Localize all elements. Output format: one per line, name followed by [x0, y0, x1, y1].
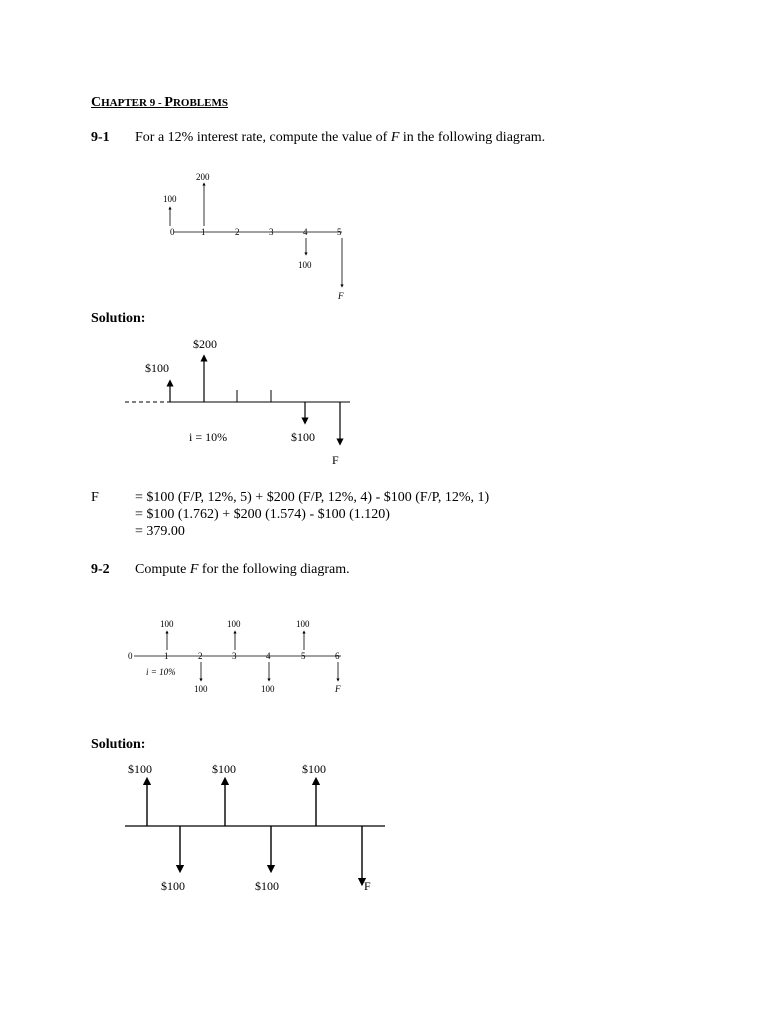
solution-down-label: $100: [255, 879, 279, 893]
solution-9-2-label: Solution:: [91, 737, 146, 752]
problem-9-1-number: 9-1: [91, 130, 110, 145]
solution-up-label: $100: [212, 762, 236, 776]
cashflow-up-label: 100: [227, 619, 241, 629]
cashflow-down-label: 100: [261, 684, 275, 694]
tick-0: 0: [170, 227, 175, 237]
solution-rate-label: i = 10%: [189, 430, 228, 444]
solution-down-100-label: $100: [291, 430, 315, 444]
chapter-title-roblems: ROBLEMS: [172, 97, 228, 109]
chapter-title-initial: C: [91, 95, 102, 110]
problem-9-1-text-after: in the following diagram.: [399, 130, 546, 145]
cashflow-down-label: 100: [194, 684, 208, 694]
problem-9-1-text-before: For a 12% interest rate, compute the value of: [135, 130, 391, 145]
interest-rate-label: i = 10%: [146, 667, 176, 677]
solution-up-label: $100: [128, 762, 152, 776]
cashflow-up-label: 100: [160, 619, 174, 629]
tick-3: 3: [232, 651, 237, 661]
problem-9-2-var: F: [189, 562, 199, 577]
solution-up-100-label: $100: [145, 361, 169, 375]
equation-label: F: [91, 490, 99, 505]
tick-2: 2: [198, 651, 203, 661]
tick-4: 4: [266, 651, 271, 661]
cashflow-f-label: F: [338, 291, 344, 301]
tick-4: 4: [303, 227, 308, 237]
cashflow-down-label: 100: [298, 260, 312, 270]
solution-9-1-label: Solution:: [91, 311, 146, 326]
tick-3: 3: [269, 227, 274, 237]
problem-9-1-var: F: [390, 130, 400, 145]
solution-up-200-label: $200: [193, 337, 217, 351]
tick-1: 1: [164, 651, 169, 661]
tick-6: 6: [335, 651, 340, 661]
problem-9-2-text-before: Compute: [135, 562, 190, 577]
solution-f-label: F: [332, 453, 339, 467]
problem-9-2-number: 9-2: [91, 562, 110, 577]
cashflow-up-label: 100: [296, 619, 310, 629]
tick-1: 1: [201, 227, 206, 237]
cashflow-up-label: 200: [196, 172, 210, 182]
tick-5: 5: [301, 651, 306, 661]
equation-line-2: = $100 (1.762) + $200 (1.574) - $100 (1.120): [135, 507, 390, 522]
equation-line-1: = $100 (F/P, 12%, 5) + $200 (F/P, 12%, 4) - $100 (F/P, 12%, 1): [135, 490, 490, 505]
chapter-title-p: P: [164, 95, 173, 110]
solution-up-label: $100: [302, 762, 326, 776]
cashflow-f-label: F: [335, 684, 341, 694]
problem-9-2-text-after: for the following diagram.: [198, 562, 350, 577]
solution-down-label: $100: [161, 879, 185, 893]
tick-0: 0: [128, 651, 133, 661]
solution-f-label: F: [364, 879, 371, 893]
tick-2: 2: [235, 227, 240, 237]
cashflow-up-label: 100: [163, 194, 177, 204]
equation-line-3: = 379.00: [135, 524, 185, 539]
chapter-title-rest: HAPTER 9 -: [101, 97, 165, 109]
tick-5: 5: [337, 227, 342, 237]
